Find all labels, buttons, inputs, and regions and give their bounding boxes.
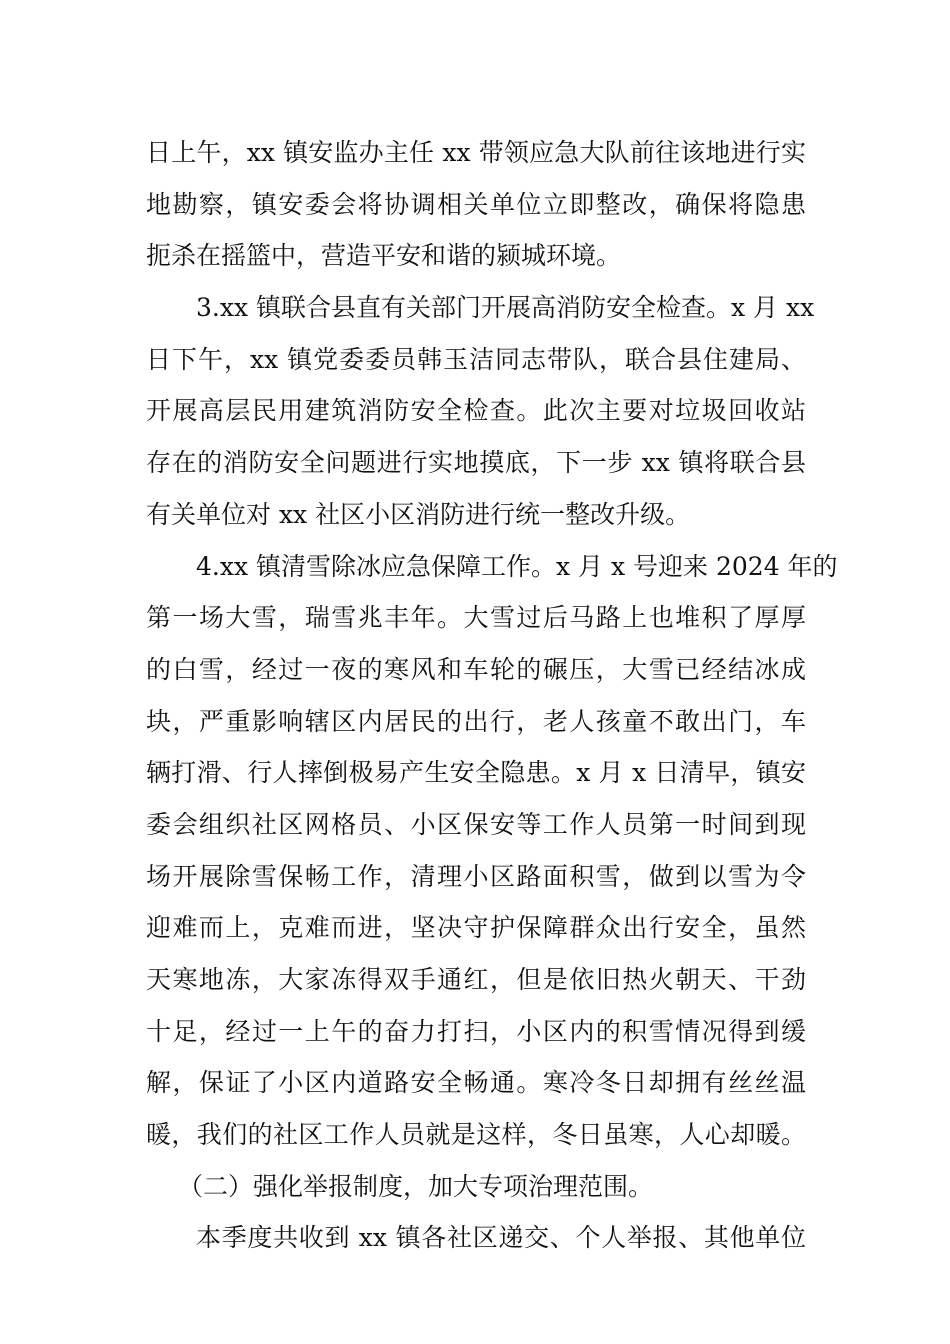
text-line: 存在的消防安全问题进行实地摸底，下一步 xx 镇将联合县	[146, 448, 806, 478]
text-line: 4.xx 镇清雪除冰应急保障工作。x 月 x 号迎来 2024 年的	[196, 551, 838, 581]
text-line: 开展高层民用建筑消防安全检查。此次主要对垃圾回收站	[146, 396, 806, 426]
text-line: 解，保证了小区内道路安全畅通。寒冷冬日却拥有丝丝温	[146, 1068, 806, 1098]
text-line: 第一场大雪，瑞雪兆丰年。大雪过后马路上也堆积了厚厚	[146, 603, 806, 633]
text-line: 辆打滑、行人摔倒极易产生安全隐患。x 月 x 日清早，镇安	[146, 758, 806, 788]
paragraph-report-summary	[146, 1212, 806, 1264]
text-line: 的白雪，经过一夜的寒风和车轮的碾压，大雪已经结冰成	[146, 654, 806, 684]
text-line: 块，严重影响辖区内居民的出行，老人孩童不敢出门，车	[146, 706, 806, 736]
text-line: 暖，我们的社区工作人员就是这样，冬日虽寒，人心却暖。	[146, 1120, 806, 1150]
text-line: 场开展除雪保畅工作，清理小区路面积雪，做到以雪为令	[146, 861, 806, 891]
section-heading	[146, 1161, 806, 1213]
text-line: 十足，经过一上午的奋力打扫，小区内的积雪情况得到缓	[146, 1016, 806, 1046]
text-line: 3.xx 镇联合县直有关部门开展高消防安全检查。x 月 xx	[196, 293, 815, 323]
text-line: 地勘察，镇安委会将协调相关单位立即整改，确保将隐患	[146, 189, 806, 219]
text-line: 迎难而上，克难而进，坚决守护保障群众出行安全，虽然	[146, 913, 806, 943]
text-line: 本季度共收到 xx 镇各社区递交、个人举报、其他单位	[196, 1223, 806, 1253]
text-line: 委会组织社区网格员、小区保安等工作人员第一时间到现	[146, 809, 806, 839]
text-line: 扼杀在摇篮中，营造平安和谐的颍城环境。	[146, 241, 622, 271]
text-line: 日下午，xx 镇党委委员韩玉洁同志带队，联合县住建局、	[146, 344, 806, 374]
document-body	[146, 127, 838, 1264]
text-line: 天寒地冻，大家冻得双手通红，但是依旧热火朝天、干劲	[146, 965, 806, 994]
paragraph-inspection-continued	[146, 127, 806, 282]
text-line: 日上午，xx 镇安监办主任 xx 带领应急大队前往该地进行实	[146, 138, 806, 167]
text-line: 有关单位对 xx 社区小区消防进行统一整改升级。	[146, 499, 691, 529]
text-line: （二）强化举报制度，加大专项治理范围。	[178, 1171, 654, 1201]
paragraph-snow-removal	[146, 541, 838, 1161]
paragraph-fire-safety-inspection	[146, 282, 815, 540]
